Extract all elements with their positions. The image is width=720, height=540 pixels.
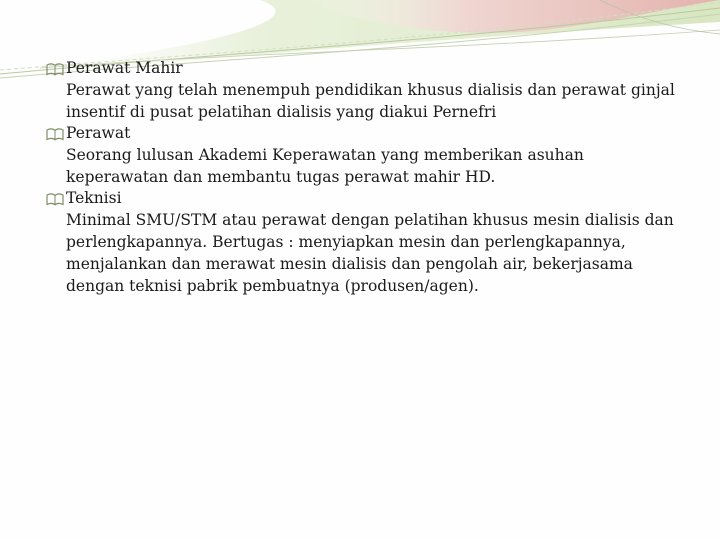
item-body: Minimal SMU/STM atau perawat dengan pelatihan khusus mesin dialisis dan perlengkapannya. Bertugas : menyiapkan mesin dan perlengkapannya, menjalankan dan merawat mesin dialisis dan pengolah air, bekerjasama dengan teknisi pabrik pembuatnya (produsen/agen). <box>66 211 674 295</box>
book-bullet-icon <box>46 127 64 141</box>
item-title: Teknisi <box>66 189 122 207</box>
item-body: Seorang lulusan Akademi Keperawatan yang memberikan asuhan keperawatan dan membantu tugas perawat mahir HD. <box>66 146 584 186</box>
content-list <box>46 58 686 297</box>
book-bullet-icon <box>46 192 64 206</box>
list-item <box>46 123 686 188</box>
item-title: Perawat Mahir <box>66 59 183 77</box>
list-item <box>46 188 686 297</box>
book-bullet-icon <box>46 62 64 76</box>
item-title: Perawat <box>66 124 131 142</box>
item-body: Perawat yang telah menempuh pendidikan khusus dialisis dan perawat ginjal insentif di pusat pelatihan dialisis yang diakui Pernefri <box>66 81 675 121</box>
list-item <box>46 58 686 123</box>
